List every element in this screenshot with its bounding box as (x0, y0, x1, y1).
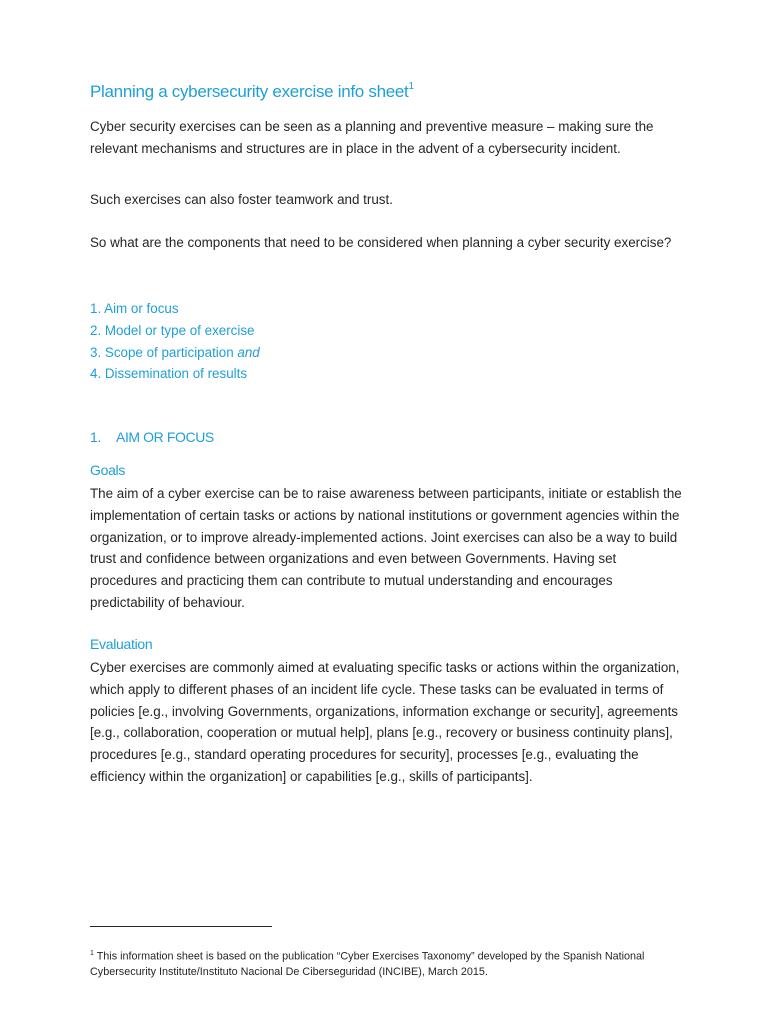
title-text: Planning a cybersecurity exercise info sheet (90, 82, 409, 101)
list-item (90, 320, 260, 342)
footnote (90, 946, 690, 981)
goals-paragraph: The aim of a cyber exercise can be to raise awareness between participants, initiate or establish the implementation of certain tasks or actions by national institutions or government agencies within the organization, or to improve already-implemented actions. Joint exercises can also be a way to build trust and confidence between organizations and even between Governments. Having set procedures and practicing them can contribute to mutual understanding and encourages predictability of behaviour. (90, 486, 682, 610)
list-item (90, 342, 260, 364)
intro-paragraph-3: So what are the components that need to be considered when planning a cyber security exercise? (90, 235, 672, 250)
list-item-label: 4. Dissemination of results (90, 366, 248, 382)
footnote-text: This information sheet is based on the publication “Cyber Exercises Taxonomy” developed by the Spanish National Cybersecurity Institute/Instituto Nacional De Ciberseguridad (INCIBE), March 2015. (90, 950, 645, 979)
section-number: 1. (90, 429, 101, 445)
page-title (90, 82, 414, 102)
list-item-emphasis: and (237, 344, 260, 360)
intro-paragraph-2: Such exercises can also foster teamwork and trust. (90, 192, 393, 207)
list-item (90, 363, 260, 385)
list-item-label: 2. Model or type of exercise (90, 322, 255, 338)
title-footnote-mark[interactable]: 1 (408, 81, 414, 93)
section-heading-aim-or-focus (90, 429, 214, 445)
list-item-label: 3. Scope of participation (90, 344, 238, 360)
intro-paragraph-1: Cyber security exercises can be seen as a planning and preventive measure – making sure the relevant mechanisms and structures are in place in the advent of a cybersecurity incident. (90, 119, 654, 156)
footnote-separator (90, 926, 272, 927)
section-heading-text: AIM OR FOCUS (116, 429, 214, 445)
list-item-label: 1. Aim or focus (90, 301, 179, 316)
subheading-goals: Goals (90, 462, 126, 478)
evaluation-paragraph: Cyber exercises are commonly aimed at evaluating specific tasks or actions within the organization, which apply to different phases of an incident life cycle. These tasks can be evaluated in terms of policies [e.g., involving Governments, organizations, information exchange or security], agreements [e.g., collaboration, cooperation or mutual help], plans [e.g., recovery or business continuity plans], procedures [e.g., standard operating procedures for security], processes [e.g., evaluating the efficiency within the organization] or capabilities [e.g., skills of participants]. (90, 660, 680, 784)
list-item (90, 298, 260, 320)
subheading-evaluation: Evaluation (90, 636, 153, 652)
components-list (90, 298, 260, 385)
footnote-mark: 1 (90, 950, 94, 957)
